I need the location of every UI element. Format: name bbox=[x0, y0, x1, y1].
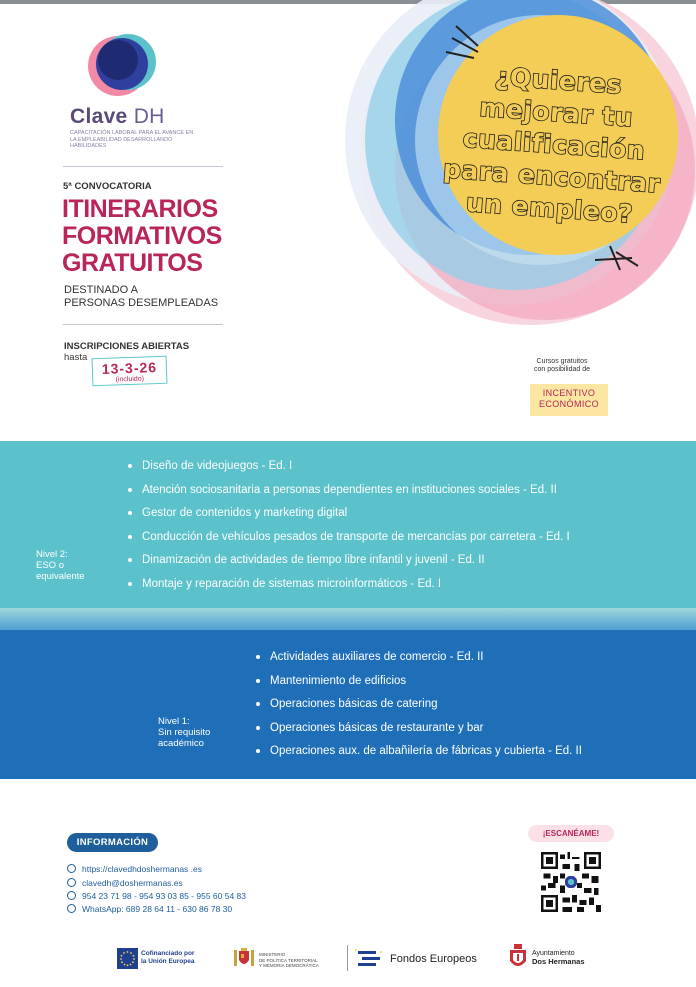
whatsapp-numbers: WhatsApp: 689 28 64 11 - 630 86 78 30 bbox=[67, 903, 232, 916]
whatsapp-icon bbox=[67, 904, 76, 913]
list-item: Dinamización de actividades de tiempo libre infantil y juvenil - Ed. II bbox=[128, 552, 570, 576]
headline-question: ¿Quieres mejorar tu cualificación para encontrar un empleo? bbox=[442, 61, 662, 229]
phone-numbers: 954 23 71 98 - 954 93 03 85 - 955 60 54 83 bbox=[67, 890, 246, 903]
level1-course-list bbox=[256, 649, 582, 767]
list-item: Operaciones básicas de restaurante y bar bbox=[256, 720, 582, 744]
town-hall-label: Ayuntamiento Dos Hermanas bbox=[532, 950, 585, 966]
list-item: Actividades auxiliares de comercio - Ed. II bbox=[256, 649, 582, 673]
list-item: Diseño de videojuegos - Ed. I bbox=[128, 458, 570, 482]
until-label: hasta bbox=[64, 352, 88, 363]
email-icon bbox=[67, 878, 76, 887]
list-item: Atención sociosanitaria a personas dependientes en instituciones sociales - Ed. II bbox=[128, 482, 570, 506]
footer-divider bbox=[347, 945, 348, 971]
main-title: ITINERARIOS FORMATIVOS GRATUITOS bbox=[62, 195, 222, 277]
email-link[interactable]: clavedh@doshermanas.es bbox=[67, 877, 183, 890]
brand-tagline: CAPACITACIÓN LABORAL PARA EL AVANCE EN LA EMPLEABILIDAD DESARROLLANDO HABILIDADES bbox=[70, 130, 194, 149]
level2-course-list bbox=[128, 458, 570, 599]
level2-label: Nivel 2: ESO o equivalente bbox=[36, 549, 85, 582]
info-button: INFORMACIÓN bbox=[67, 833, 158, 852]
list-item: Montaje y reparación de sistemas microinformáticos - Ed. I bbox=[128, 576, 570, 600]
scan-label: ¡ESCANÉAME! bbox=[528, 825, 614, 842]
registration-label: INSCRIPCIONES ABIERTAS bbox=[64, 341, 190, 352]
deadline-date: 13-3-26 bbox=[101, 359, 158, 377]
deadline-note: (incluido) bbox=[115, 375, 145, 384]
incentive-note: Cursos gratuitos con posibilidad de bbox=[533, 358, 591, 373]
european-funds-label: Fondos Europeos bbox=[390, 953, 477, 965]
website-link[interactable]: https://clavedhdoshermanas .es bbox=[67, 863, 202, 876]
brand-name: Clave DH bbox=[70, 105, 165, 128]
list-item: Conducción de vehículos pesados de transporte de mercancías por carretera - Ed. I bbox=[128, 529, 570, 553]
eu-flag-icon bbox=[117, 948, 138, 969]
spain-coat-of-arms-icon bbox=[232, 946, 256, 970]
clave-dh-logo-icon bbox=[78, 30, 168, 108]
incentive-badge: INCENTIVO ECONÓMICO bbox=[530, 384, 608, 416]
level2-section bbox=[0, 441, 696, 608]
list-item: Operaciones básicas de catering bbox=[256, 696, 582, 720]
list-item: Gestor de contenidos y marketing digital bbox=[128, 505, 570, 529]
european-funds-icon bbox=[354, 948, 384, 970]
phone-icon bbox=[67, 891, 76, 900]
list-item: Mantenimiento de edificios bbox=[256, 673, 582, 697]
qr-code-icon[interactable] bbox=[541, 852, 601, 912]
eu-cofunded-label: Cofinanciado por la Unión Europea bbox=[141, 950, 195, 965]
divider bbox=[63, 166, 223, 167]
target-audience: DESTINADO A PERSONAS DESEMPLEADAS bbox=[64, 284, 219, 309]
list-item: Operaciones aux. de albañilería de fábricas y cubierta - Ed. II bbox=[256, 743, 582, 767]
level1-label: Nivel 1: Sin requisito académico bbox=[158, 716, 211, 749]
globe-icon bbox=[67, 864, 76, 873]
level1-section bbox=[0, 630, 696, 779]
ministry-label: MINISTERIO DE POLÍTICA TERRITORIAL Y MEMORIA DEMOCRÁTICA bbox=[259, 952, 319, 968]
deadline-box bbox=[92, 356, 168, 387]
town-shield-icon bbox=[509, 944, 527, 970]
divider bbox=[63, 324, 223, 325]
band-transition bbox=[0, 608, 696, 630]
edition-label: 5ª CONVOCATORIA bbox=[63, 181, 152, 192]
